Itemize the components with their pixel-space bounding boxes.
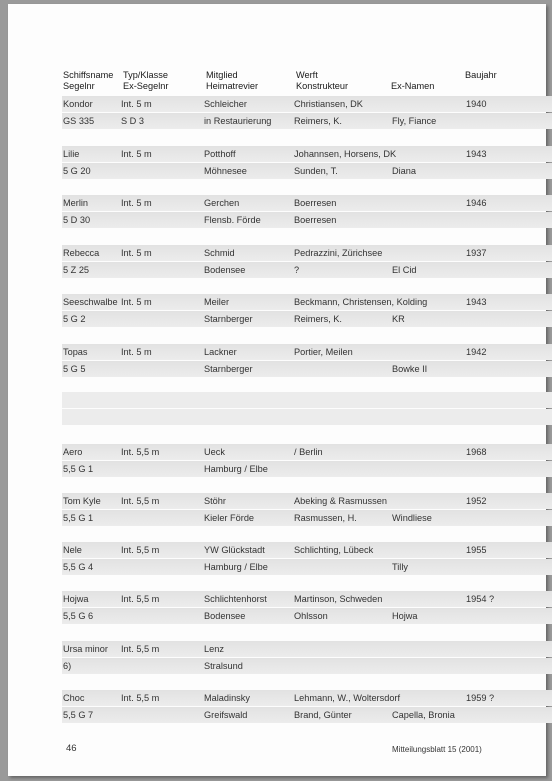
cell-designer: Sunden, T. bbox=[294, 166, 338, 176]
row-band bbox=[62, 262, 552, 278]
cell-year: 1937 bbox=[466, 248, 487, 258]
cell-member: Potthoff bbox=[204, 149, 236, 159]
header-col-member: Mitglied bbox=[206, 70, 238, 80]
table-row bbox=[62, 690, 552, 724]
cell-sail: 5 D 30 bbox=[63, 215, 91, 225]
cell-home: Bodensee bbox=[204, 611, 246, 621]
cell-exnames: Capella, Bronia bbox=[392, 710, 455, 720]
header-col-designer: Konstrukteur bbox=[296, 81, 349, 91]
cell-yard: Christiansen, DK bbox=[294, 99, 363, 109]
cell-sail: 5 G 5 bbox=[63, 364, 86, 374]
cell-sail: GS 335 bbox=[63, 116, 95, 126]
table-body bbox=[8, 4, 546, 776]
cell-name: Tom Kyle bbox=[63, 496, 101, 506]
header-col-exsail: Ex-Segelnr bbox=[123, 81, 169, 91]
cell-home: Möhnesee bbox=[204, 166, 247, 176]
cell-type: Int. 5 m bbox=[121, 99, 152, 109]
cell-yard: Schlichting, Lübeck bbox=[294, 545, 374, 555]
cell-name: Choc bbox=[63, 693, 85, 703]
header-col-exnames: Ex-Namen bbox=[391, 81, 435, 91]
table-row bbox=[62, 96, 552, 130]
cell-name: Rebecca bbox=[63, 248, 100, 258]
cell-name: Hojwa bbox=[63, 594, 89, 604]
header-col-type: Typ/Klasse bbox=[123, 70, 168, 80]
cell-name: Ursa minor bbox=[63, 644, 108, 654]
table-row bbox=[62, 344, 552, 378]
row-band bbox=[62, 361, 552, 377]
cell-exnames: KR bbox=[392, 314, 405, 324]
table-row bbox=[62, 294, 552, 328]
cell-home: Stralsund bbox=[204, 661, 243, 671]
cell-yard: Pedrazzini, Zürichsee bbox=[294, 248, 383, 258]
cell-member: Schlichtenhorst bbox=[204, 594, 267, 604]
cell-home: Kieler Förde bbox=[204, 513, 255, 523]
cell-yard: Lehmann, W., Woltersdorf bbox=[294, 693, 401, 703]
cell-home: Starnberger bbox=[204, 314, 253, 324]
cell-name: Nele bbox=[63, 545, 82, 555]
cell-name: Lilie bbox=[63, 149, 80, 159]
cell-year: 1942 bbox=[466, 347, 487, 357]
cell-member: Lenz bbox=[204, 644, 224, 654]
cell-member: Lackner bbox=[204, 347, 237, 357]
cell-member: Schmid bbox=[204, 248, 235, 258]
cell-yard: Johannsen, Horsens, DK bbox=[294, 149, 397, 159]
header-col-sail: Segelnr bbox=[63, 81, 95, 91]
cell-member: Schleicher bbox=[204, 99, 247, 109]
cell-home: Starnberger bbox=[204, 364, 253, 374]
cell-year: 1943 bbox=[466, 297, 487, 307]
table-row bbox=[62, 444, 552, 478]
header-col-home: Heimatrevier bbox=[206, 81, 259, 91]
header-col-name: Schiffsname bbox=[63, 70, 114, 80]
cell-yard: / Berlin bbox=[294, 447, 323, 457]
cell-sail: 5,5 G 1 bbox=[63, 513, 94, 523]
cell-home: Hamburg / Elbe bbox=[204, 464, 268, 474]
cell-type: Int. 5,5 m bbox=[121, 644, 160, 654]
cell-name: Topas bbox=[63, 347, 88, 357]
cell-home: Flensb. Förde bbox=[204, 215, 261, 225]
cell-year: 1954 ? bbox=[466, 594, 495, 604]
cell-home: Hamburg / Elbe bbox=[204, 562, 268, 572]
cell-designer: Reimers, K. bbox=[294, 116, 342, 126]
cell-year: 1955 bbox=[466, 545, 487, 555]
table-row bbox=[62, 493, 552, 527]
publication-footer: Mitteilungsblatt 15 (2001) bbox=[392, 745, 482, 754]
cell-type: Int. 5,5 m bbox=[121, 447, 160, 457]
cell-yard: Abeking & Rasmussen bbox=[294, 496, 387, 506]
cell-member: Gerchen bbox=[204, 198, 240, 208]
cell-designer: Boerresen bbox=[294, 215, 337, 225]
cell-type: Int. 5,5 m bbox=[121, 496, 160, 506]
cell-member: Stöhr bbox=[204, 496, 226, 506]
cell-type: Int. 5 m bbox=[121, 347, 152, 357]
cell-type: Int. 5,5 m bbox=[121, 545, 160, 555]
cell-type: Int. 5 m bbox=[121, 297, 152, 307]
cell-year: 1959 ? bbox=[466, 693, 495, 703]
cell-exnames: Bowke II bbox=[392, 364, 428, 374]
cell-exnames: Fly, Fiance bbox=[392, 116, 437, 126]
cell-name: Seeschwalbe bbox=[63, 297, 118, 307]
cell-sail: 5 Z 25 bbox=[63, 265, 90, 275]
cell-yard: Portier, Meilen bbox=[294, 347, 353, 357]
cell-name: Kondor bbox=[63, 99, 93, 109]
cell-exnames: Hojwa bbox=[392, 611, 418, 621]
cell-exsail: S D 3 bbox=[121, 116, 144, 126]
table-row bbox=[62, 542, 552, 576]
cell-sail: 5,5 G 4 bbox=[63, 562, 94, 572]
page-number: 46 bbox=[66, 743, 77, 754]
row-band bbox=[62, 559, 552, 575]
cell-designer: Reimers, K. bbox=[294, 314, 342, 324]
cell-home: in Restaurierung bbox=[204, 116, 272, 126]
cell-year: 1968 bbox=[466, 447, 487, 457]
cell-year: 1946 bbox=[466, 198, 487, 208]
cell-type: Int. 5,5 m bbox=[121, 594, 160, 604]
cell-year: 1940 bbox=[466, 99, 487, 109]
cell-designer: ? bbox=[294, 265, 300, 275]
cell-sail: 5 G 2 bbox=[63, 314, 86, 324]
cell-exnames: Windliese bbox=[392, 513, 432, 523]
row-band bbox=[62, 392, 552, 408]
blank-row bbox=[62, 392, 552, 426]
cell-sail: 5,5 G 7 bbox=[63, 710, 94, 720]
cell-yard: Boerresen bbox=[294, 198, 337, 208]
cell-yard: Martinson, Schweden bbox=[294, 594, 383, 604]
cell-year: 1943 bbox=[466, 149, 487, 159]
cell-type: Int. 5,5 m bbox=[121, 693, 160, 703]
row-band bbox=[62, 658, 552, 674]
cell-sail: 5,5 G 6 bbox=[63, 611, 94, 621]
cell-type: Int. 5 m bbox=[121, 149, 152, 159]
document-page bbox=[8, 4, 546, 776]
table-row bbox=[62, 591, 552, 625]
cell-exnames: Tilly bbox=[392, 562, 408, 572]
cell-member: Meiler bbox=[204, 297, 230, 307]
header-col-year: Baujahr bbox=[465, 70, 497, 80]
cell-sail: 5 G 20 bbox=[63, 166, 91, 176]
cell-designer: Rasmussen, H. bbox=[294, 513, 357, 523]
table-row bbox=[62, 641, 552, 675]
header-col-yard: Werft bbox=[296, 70, 318, 80]
cell-type: Int. 5 m bbox=[121, 248, 152, 258]
cell-member: Maladinsky bbox=[204, 693, 250, 703]
table-row bbox=[62, 195, 552, 229]
cell-yard: Beckmann, Christensen, Kolding bbox=[294, 297, 428, 307]
cell-designer: Ohlsson bbox=[294, 611, 328, 621]
cell-member: Ueck bbox=[204, 447, 225, 457]
cell-home: Bodensee bbox=[204, 265, 246, 275]
cell-exnames: El Cid bbox=[392, 265, 417, 275]
table-row bbox=[62, 146, 552, 180]
cell-member: YW Glückstadt bbox=[204, 545, 265, 555]
row-band bbox=[62, 461, 552, 477]
cell-exnames: Diana bbox=[392, 166, 417, 176]
cell-sail: 5,5 G 1 bbox=[63, 464, 94, 474]
cell-sail: 6) bbox=[63, 661, 72, 671]
row-band bbox=[62, 409, 552, 425]
cell-year: 1952 bbox=[466, 496, 487, 506]
cell-name: Aero bbox=[63, 447, 83, 457]
cell-name: Merlin bbox=[63, 198, 89, 208]
cell-type: Int. 5 m bbox=[121, 198, 152, 208]
cell-home: Greifswald bbox=[204, 710, 248, 720]
table-row bbox=[62, 245, 552, 279]
cell-designer: Brand, Günter bbox=[294, 710, 352, 720]
